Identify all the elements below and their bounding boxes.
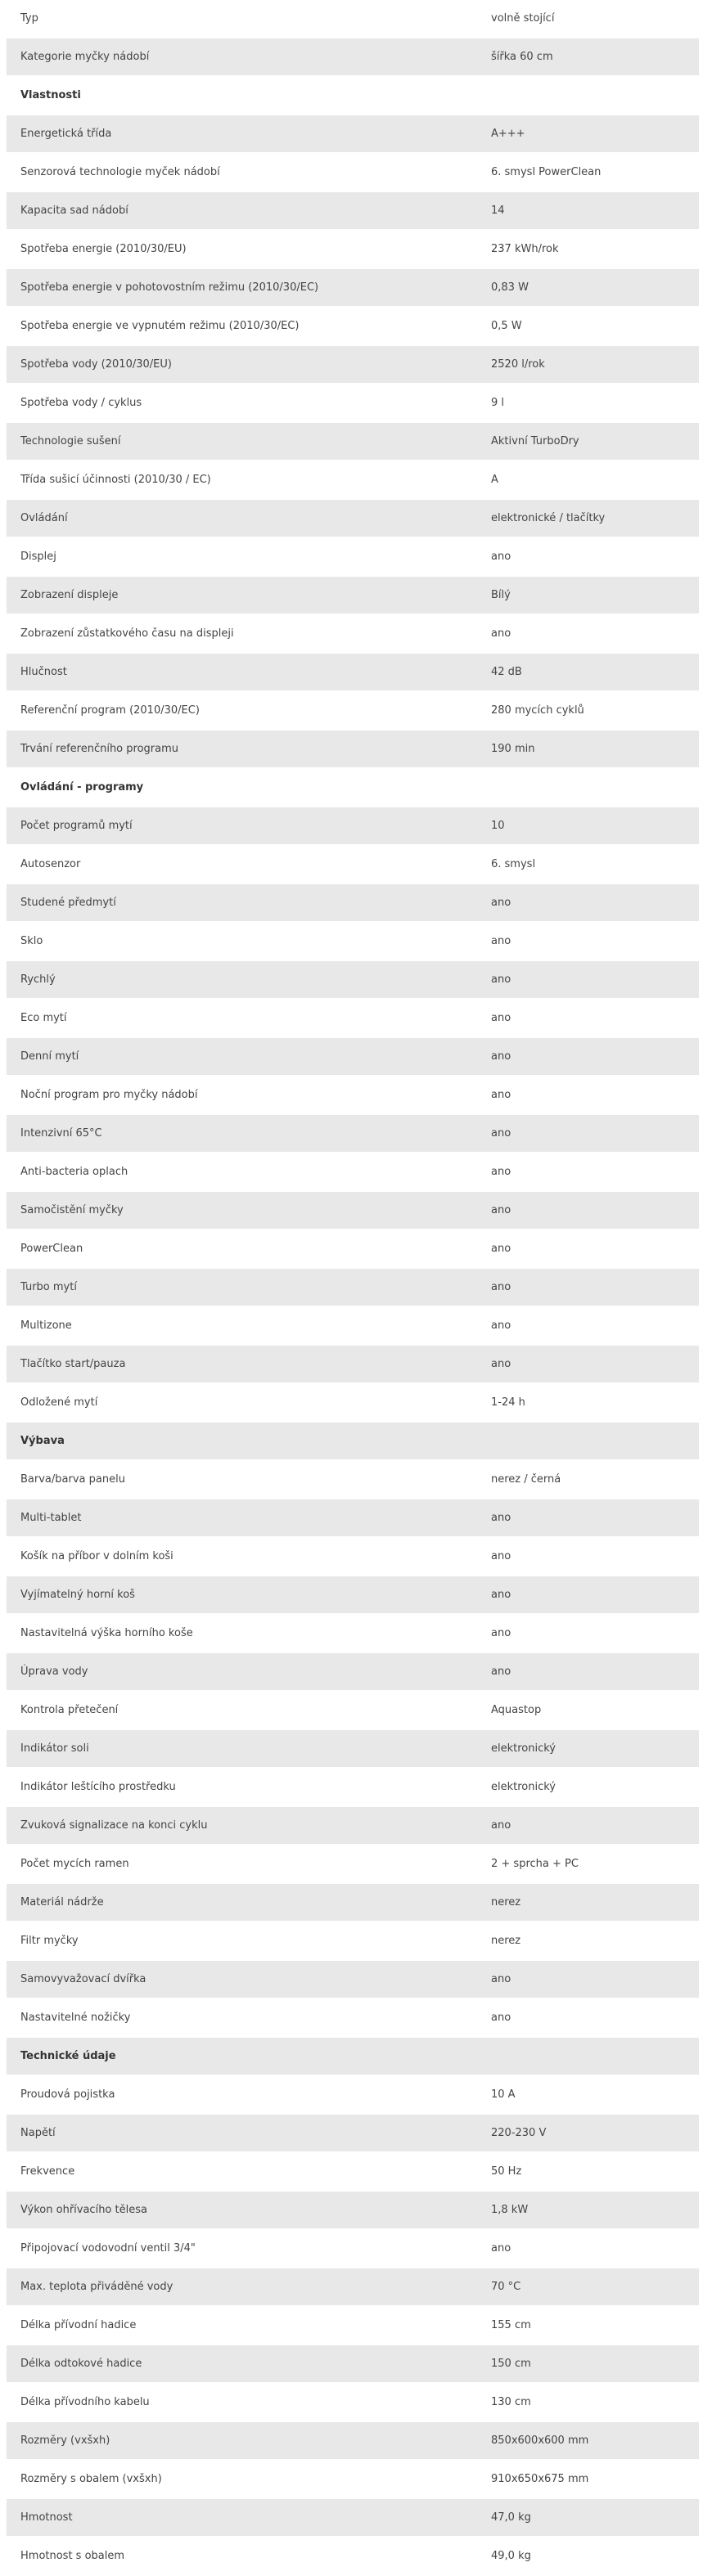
spec-label: Odložené mytí: [20, 1396, 98, 1409]
spec-row: [7, 1077, 699, 1113]
spec-label: Referenční program (2010/30/EC): [20, 704, 200, 717]
section-title: Vlastnosti: [20, 89, 81, 101]
spec-label: Spotřeba vody (2010/30/EU): [20, 358, 172, 371]
spec-label: Senzorová technologie myček nádobí: [20, 166, 220, 178]
spec-row: [7, 2422, 699, 2459]
spec-row: [7, 654, 699, 690]
spec-value: 14: [491, 205, 505, 217]
spec-row: [7, 1499, 699, 1536]
spec-label: Indikátor soli: [20, 1742, 89, 1755]
spec-value: ano: [491, 2242, 511, 2255]
spec-label: Délka přívodní hadice: [20, 2319, 137, 2331]
spec-label: Rychlý: [20, 973, 56, 986]
spec-value: volně stojící: [491, 12, 555, 25]
spec-label: Max. teplota přiváděné vody: [20, 2281, 173, 2293]
spec-label: Intenzivní 65°C: [20, 1127, 102, 1140]
spec-value: ano: [491, 897, 511, 909]
spec-label: Délka přívodního kabelu: [20, 2396, 150, 2408]
spec-label: Spotřeba energie (2010/30/EU): [20, 243, 187, 255]
spec-label: Technologie sušení: [20, 435, 121, 447]
spec-row: [7, 1038, 699, 1075]
spec-row: [7, 115, 699, 152]
spec-value: ano: [491, 1973, 511, 1985]
spec-row: [7, 0, 699, 37]
spec-row: [7, 884, 699, 921]
spec-row: [7, 1346, 699, 1382]
spec-label: Proudová pojistka: [20, 2088, 115, 2101]
spec-label: Vyjímatelný horní koš: [20, 1589, 135, 1601]
spec-value: ano: [491, 1127, 511, 1140]
spec-row: [7, 1615, 699, 1652]
spec-value: ano: [491, 2012, 511, 2024]
spec-row: [7, 2384, 699, 2421]
spec-value: 190 min: [491, 743, 535, 755]
spec-label: Turbo mytí: [20, 1281, 77, 1293]
spec-row: [7, 615, 699, 652]
spec-row: [7, 2115, 699, 2151]
spec-row: [7, 192, 699, 229]
spec-label: Filtr myčky: [20, 1935, 79, 1947]
spec-value: 910x650x675 mm: [491, 2473, 589, 2485]
spec-row: [7, 538, 699, 575]
spec-value: 850x600x600 mm: [491, 2434, 589, 2447]
spec-label: Rozměry (vxšxh): [20, 2434, 110, 2447]
spec-label: Denní mytí: [20, 1050, 79, 1063]
spec-label: Počet mycích ramen: [20, 1858, 129, 1870]
spec-row: [7, 346, 699, 383]
spec-row: [7, 1999, 699, 2036]
section-title: Ovládání - programy: [20, 781, 144, 793]
spec-value: 1-24 h: [491, 1396, 525, 1409]
spec-label: Košík na příbor v dolním koši: [20, 1550, 173, 1562]
spec-row: [7, 1307, 699, 1344]
spec-value: 0,5 W: [491, 320, 522, 332]
spec-value: Bílý: [491, 589, 511, 601]
spec-value: Aktivní TurboDry: [491, 435, 579, 447]
spec-label: Energetická třída: [20, 128, 112, 140]
spec-label: Hmotnost s obalem: [20, 2550, 125, 2562]
spec-label: Noční program pro myčky nádobí: [20, 1089, 198, 1101]
spec-value: 70 °C: [491, 2281, 521, 2293]
spec-value: ano: [491, 935, 511, 947]
spec-row: [7, 2499, 699, 2536]
spec-row: [7, 846, 699, 883]
spec-label: Zobrazení zůstatkového času na displeji: [20, 627, 234, 640]
spec-label: Ovládání: [20, 512, 68, 524]
spec-value: 150 cm: [491, 2358, 531, 2370]
spec-label: Samočistění myčky: [20, 1204, 124, 1216]
spec-value: ano: [491, 1589, 511, 1601]
spec-row: [7, 1845, 699, 1882]
spec-row: [7, 384, 699, 421]
spec-row: [7, 1730, 699, 1767]
spec-row: [7, 1692, 699, 1729]
spec-label: Počet programů mytí: [20, 820, 133, 832]
spec-value: nerez / černá: [491, 1473, 561, 1486]
spec-value: elektronický: [491, 1742, 557, 1755]
spec-label: Délka odtokové hadice: [20, 2358, 142, 2370]
spec-label: Úprava vody: [20, 1666, 88, 1678]
spec-row: [7, 1461, 699, 1498]
spec-value: ano: [491, 1666, 511, 1678]
spec-label: Eco mytí: [20, 1012, 67, 1024]
spec-value: A: [491, 474, 498, 486]
spec-label: Zvuková signalizace na konci cyklu: [20, 1819, 208, 1832]
spec-value: ano: [491, 1319, 511, 1332]
spec-row: [7, 692, 699, 729]
spec-value: A+++: [491, 128, 525, 140]
spec-value: 0,83 W: [491, 281, 529, 294]
spec-row: [7, 1653, 699, 1690]
spec-row: [7, 807, 699, 844]
spec-value: ano: [491, 1627, 511, 1639]
spec-value: ano: [491, 1512, 511, 1524]
spec-label: Typ: [20, 12, 38, 25]
spec-row: [7, 1153, 699, 1190]
spec-row: [7, 1922, 699, 1959]
spec-label: Anti-bacteria oplach: [20, 1166, 128, 1178]
spec-value: 9 l: [491, 397, 505, 409]
spec-row: [7, 2345, 699, 2382]
spec-row: [7, 2307, 699, 2344]
section-header: [7, 2038, 699, 2075]
spec-value: ano: [491, 1243, 511, 1255]
spec-value: elektronický: [491, 1781, 557, 1793]
spec-value: ano: [491, 1819, 511, 1832]
spec-row: [7, 1192, 699, 1229]
spec-row: [7, 2538, 699, 2574]
spec-value: 155 cm: [491, 2319, 531, 2331]
spec-row: [7, 154, 699, 191]
spec-label: Nastavitelná výška horního koše: [20, 1627, 193, 1639]
spec-label: Spotřeba energie ve vypnutém režimu (2010/30/EC): [20, 320, 300, 332]
spec-row: [7, 1538, 699, 1575]
spec-row: [7, 308, 699, 344]
section-title: Technické údaje: [20, 2050, 116, 2062]
spec-row: [7, 423, 699, 460]
spec-label: Frekvence: [20, 2165, 75, 2178]
spec-label: Kapacita sad nádobí: [20, 205, 128, 217]
spec-value: 6. smysl PowerClean: [491, 166, 602, 178]
spec-value: 1,8 kW: [491, 2204, 529, 2216]
spec-row: [7, 1769, 699, 1805]
spec-value: elektronické / tlačítky: [491, 512, 606, 524]
spec-value: 10 A: [491, 2088, 516, 2101]
spec-label: Indikátor leštícího prostředku: [20, 1781, 176, 1793]
spec-row: [7, 1807, 699, 1844]
section-header: [7, 769, 699, 806]
spec-row: [7, 461, 699, 498]
spec-value: ano: [491, 1012, 511, 1024]
spec-row: [7, 2076, 699, 2113]
spec-label: Tlačítko start/pauza: [20, 1358, 126, 1370]
spec-value: šířka 60 cm: [491, 51, 553, 63]
spec-label: Zobrazení displeje: [20, 589, 119, 601]
spec-row: [7, 2230, 699, 2267]
spec-label: Napětí: [20, 2127, 56, 2139]
section-header: [7, 1423, 699, 1459]
spec-row: [7, 500, 699, 537]
spec-label: Spotřeba vody / cyklus: [20, 397, 142, 409]
spec-row: [7, 1961, 699, 1998]
spec-label: Multizone: [20, 1319, 72, 1332]
spec-value: 220-230 V: [491, 2127, 547, 2139]
spec-row: [7, 923, 699, 960]
spec-row: [7, 1884, 699, 1921]
spec-value: 2520 l/rok: [491, 358, 545, 371]
spec-label: Studené předmytí: [20, 897, 116, 909]
section-title: Výbava: [20, 1435, 65, 1447]
spec-value: ano: [491, 1050, 511, 1063]
spec-row: [7, 1230, 699, 1267]
spec-value: 2 + sprcha + PC: [491, 1858, 579, 1870]
spec-label: Displej: [20, 551, 56, 563]
spec-value: nerez: [491, 1935, 521, 1947]
spec-value: ano: [491, 627, 511, 640]
spec-value: ano: [491, 551, 511, 563]
spec-row: [7, 2192, 699, 2228]
spec-label: Spotřeba energie v pohotovostním režimu (2010/30/EC): [20, 281, 319, 294]
spec-row: [7, 577, 699, 614]
spec-value: 49,0 kg: [491, 2550, 531, 2562]
spec-value: 280 mycích cyklů: [491, 704, 584, 717]
spec-row: [7, 961, 699, 998]
spec-value: 10: [491, 820, 505, 832]
spec-row: [7, 731, 699, 767]
spec-label: Nastavitelné nožičky: [20, 2012, 131, 2024]
spec-value: ano: [491, 1166, 511, 1178]
spec-label: Kategorie myčky nádobí: [20, 51, 150, 63]
spec-row: [7, 231, 699, 267]
spec-value: nerez: [491, 1896, 521, 1908]
section-header: [7, 77, 699, 114]
spec-label: PowerClean: [20, 1243, 83, 1255]
spec-row: [7, 1000, 699, 1036]
spec-label: Trvání referenčního programu: [20, 743, 179, 755]
spec-label: Připojovací vodovodní ventil 3/4": [20, 2242, 196, 2255]
spec-value: ano: [491, 1089, 511, 1101]
spec-row: [7, 1115, 699, 1152]
spec-label: Materiál nádrže: [20, 1896, 104, 1908]
spec-row: [7, 1384, 699, 1421]
spec-label: Samovyvažovací dvířka: [20, 1973, 146, 1985]
spec-row: [7, 38, 699, 75]
spec-value: ano: [491, 1281, 511, 1293]
spec-value: ano: [491, 1358, 511, 1370]
spec-value: 42 dB: [491, 666, 522, 678]
spec-row: [7, 1576, 699, 1613]
spec-value: ano: [491, 1550, 511, 1562]
spec-label: Rozměry s obalem (vxšxh): [20, 2473, 162, 2485]
spec-value: 130 cm: [491, 2396, 531, 2408]
spec-label: Multi-tablet: [20, 1512, 82, 1524]
spec-value: ano: [491, 973, 511, 986]
spec-label: Barva/barva panelu: [20, 1473, 125, 1486]
spec-row: [7, 2268, 699, 2305]
spec-value: 50 Hz: [491, 2165, 522, 2178]
spec-row: [7, 2461, 699, 2497]
spec-row: [7, 1269, 699, 1306]
spec-row: [7, 2153, 699, 2190]
spec-value: 47,0 kg: [491, 2511, 531, 2524]
spec-label: Třída sušicí účinnosti (2010/30 / EC): [20, 474, 211, 486]
spec-row: [7, 269, 699, 306]
spec-value: ano: [491, 1204, 511, 1216]
spec-label: Výkon ohřívacího tělesa: [20, 2204, 147, 2216]
spec-table: [7, 0, 699, 2576]
spec-value: 237 kWh/rok: [491, 243, 559, 255]
spec-label: Kontrola přetečení: [20, 1704, 119, 1716]
spec-label: Hmotnost: [20, 2511, 73, 2524]
spec-label: Sklo: [20, 935, 43, 947]
spec-label: Autosenzor: [20, 858, 81, 870]
spec-value: Aquastop: [491, 1704, 542, 1716]
spec-value: 6. smysl: [491, 858, 536, 870]
spec-label: Hlučnost: [20, 666, 67, 678]
